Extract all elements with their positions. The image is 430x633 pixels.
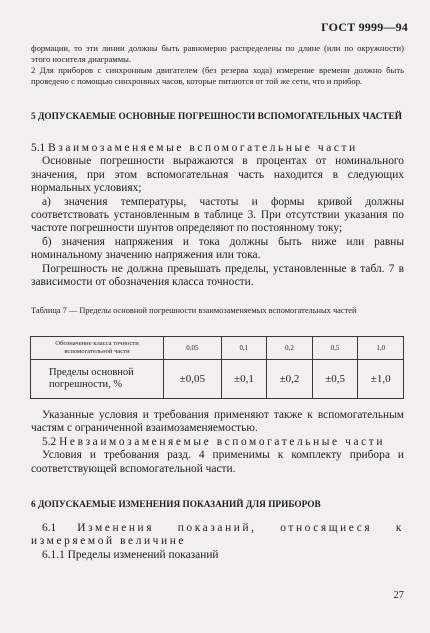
- document-header: ГОСТ 9999—94: [321, 20, 408, 34]
- subsection-6-1-heading: [31, 522, 404, 549]
- note-continuation: формации, то эти линии должны быть равномерно распределены по длине (или по окружности) этого носителя диаграммы.: [31, 43, 404, 64]
- subsection-5-2-number: 5.2: [42, 435, 57, 448]
- table-row-label: Пределы основной погрешности, %: [31, 360, 164, 399]
- table-class-cell: 0,1: [221, 337, 267, 360]
- table-class-cell: 0,05: [164, 337, 222, 360]
- paragraph-after-table: Указанные условия и требования применяют также к вспомогательным частям с ограниченной взаимозаменяемостью.: [31, 409, 404, 435]
- section-6-body: [31, 522, 404, 562]
- section-5-continuation: [31, 409, 404, 476]
- table-value-cell: ±1,0: [358, 360, 404, 399]
- subsection-6-1-1: 6.1.1 Пределы изменений показаний: [42, 548, 219, 561]
- paragraph-5-2: Условия и требования разд. 4 применимы к комплекту прибора и соответствующей вспомогательной части.: [31, 449, 404, 475]
- table-value-cell: ±0,2: [267, 360, 313, 399]
- subsection-5-2-title: Невзаимозаменяемые вспомогательные части: [59, 435, 386, 448]
- subsection-5-1-number: 5.1: [31, 142, 46, 154]
- page-number: 27: [393, 590, 404, 601]
- table-header-label: Обозначение класса точности вспомогательной части: [31, 337, 164, 360]
- accuracy-table: [30, 336, 404, 399]
- paragraph-5-1-c: б) значения напряжения и тока должны быть ниже или равны номинальному значению напряжения или тока.: [31, 235, 404, 262]
- table-class-cell: 0,2: [267, 337, 313, 360]
- table-caption: Таблица 7 — Пределы основной погрешности взаимозаменяемых вспомогательных частей: [31, 306, 357, 315]
- paragraph-5-1-a: Основные погрешности выражаются в процентах от номинального значения, при этом вспомогательная часть находится в следующих нормальных условиях;: [31, 155, 404, 195]
- table-class-cell: 1,0: [358, 337, 404, 360]
- table-row: [31, 360, 404, 399]
- table-value-cell: ±0,05: [164, 360, 222, 399]
- section-5-title: 5 ДОПУСКАЕМЫЕ ОСНОВНЫЕ ПОГРЕШНОСТИ ВСПОМОГАТЕЛЬНЫХ ЧАСТЕЙ: [31, 112, 402, 122]
- subsection-5-1-heading: [31, 142, 404, 155]
- subsection-5-1-title: Взаимозаменяемые вспомогательные части: [48, 142, 358, 154]
- table-header-row: [31, 337, 404, 360]
- subsection-6-1-number: 6.1: [42, 522, 57, 534]
- notes-block: [31, 43, 404, 87]
- paragraph-5-1-b: а) значения температуры, частоты и формы кривой должны соответствовать установленным в таблице 3. При отсутствии указания по частоте погрешности шунтов определяют по постоянному току;: [31, 195, 404, 235]
- paragraph-5-1-d: Погрешность не должна превышать пределы, установленные в табл. 7 в зависимости от обозначения класса точности.: [31, 262, 404, 289]
- table-value-cell: ±0,5: [312, 360, 358, 399]
- subsection-5-2-heading: [31, 436, 404, 449]
- section-6-title: 6 ДОПУСКАЕМЫЕ ИЗМЕНЕНИЯ ПОКАЗАНИЙ ДЛЯ ПРИБОРОВ: [31, 500, 321, 510]
- subsection-6-1-title: Изменения показаний, относящиеся к измеряемой величине: [31, 522, 404, 548]
- table-value-cell: ±0,1: [221, 360, 267, 399]
- table-class-cell: 0,5: [312, 337, 358, 360]
- section-5-body: [31, 142, 404, 289]
- note-2: 2 Для приборов с синхронным двигателем (без резерва хода) измерение времени должно быть проведено с помощью синхронных часов, которые питаются от той же сети, что и прибор.: [31, 65, 404, 86]
